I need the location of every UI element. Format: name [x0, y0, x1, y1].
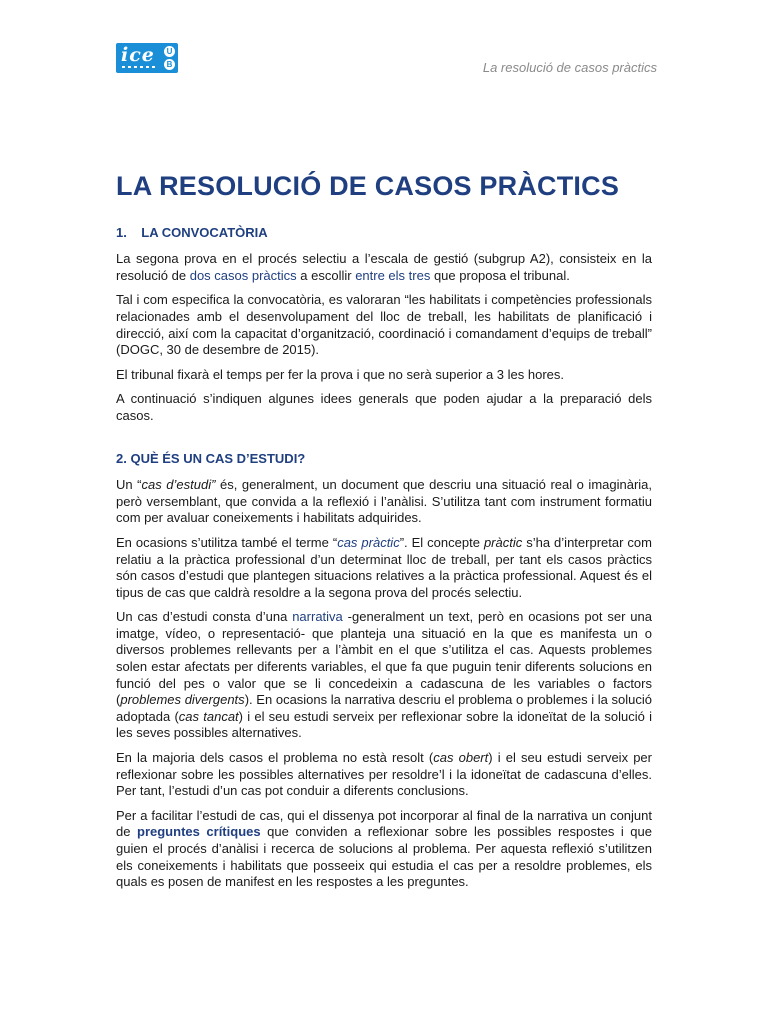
section-2-heading: 2. QUÈ ÉS UN CAS D’ESTUDI? [116, 450, 306, 466]
section-2-paragraph-4: En la majoria dels casos el problema no està resolt (cas obert) i el seu estudi serveix per reflexionar sobre les possibles alternatives per resoldre’l i la idoneïtat de cadascuna d’elles. Per tant, l’estudi d’un cas pot conduir a diferents conclusions. [116, 750, 652, 799]
section-1-paragraph-1: La segona prova en el procés selectiu a l’escala de gestió (subgrup A2), consisteix en la resolució de dos casos pràctics a escollir entre els tres que proposa el tribunal. [116, 251, 652, 283]
running-header-title: La resolució de casos pràctics [482, 60, 657, 75]
page-title: LA RESOLUCIÓ DE CASOS PRÀCTICS [116, 171, 620, 201]
section-1-paragraph-4: A continuació s’indiquen algunes idees generals que poden ajudar a la preparació dels casos. [116, 391, 652, 423]
logo-ub-mark: U B [164, 46, 175, 70]
section-1-heading: 1. LA CONVOCATÒRIA [116, 224, 268, 240]
section-2-paragraph-1: Un “cas d’estudi” és, generalment, un document que descriu una situació real o imaginària, però versemblant, que convida a la reflexió i l’anàlisi. S’utilitza tant com instrument formatiu com per avaluar coneixements i habilitats adquirides. [116, 477, 653, 526]
section-2-paragraph-5: Per a facilitar l’estudi de cas, qui el dissenya pot incorporar al final de la narrativa un conjunt de preguntes crítiques que conviden a reflexionar sobre les possibles respostes i que guien el procés d’anàlisi i recerca de solucions al problema. Per aquesta reflexió s’utilitzen els coneixements i habilitats que posseeix qui estudia el cas per a resoldre problemes, els quals es posen de manifest en les respostes a les preguntes. [116, 807, 653, 890]
section-2-paragraph-2: En ocasions s’utilitza també el terme “cas pràctic”. El concepte pràctic s’ha d’interpretar com relatiu a la pràctica professional d’un determinat lloc de treball, per tant els casos pràctics són casos d’estudi que plantegen situacions relatives a la pràctica professional. Aquest és el tipus de cas que caldrà resoldre a la segona prova del procés selectiu. [116, 534, 652, 600]
section-1-paragraph-2: Tal i com especifica la convocatòria, es valoraran “les habilitats i competències professionals relacionades amb el desenvolupament del lloc de treball, les habilitats de planificació i direcció, així com la capacitat d’organització, coordinació i comandament d’equips de treball” (DOGC, 30 de desembre de 2015). [116, 292, 652, 358]
section-1-paragraph-3: El tribunal fixarà el temps per fer la prova i que no serà superior a 3 les hores. [116, 366, 565, 382]
ice-ub-logo [116, 43, 178, 73]
document-body [116, 171, 653, 899]
logo-dots [122, 66, 155, 68]
logo-text: ice [121, 44, 155, 66]
section-2-paragraph-3: Un cas d’estudi consta d’una narrativa -generalment un text, però en ocasions pot ser una imatge, vídeo, o representació- que planteja una situació en la que es manifesta un o diversos problemes rellevants per a l’àmbit en el que s’utilitza el cas. Aquests problemes solen estar afectats per diferents variables, el que fa que puguin tenir diferents solucions en funció del pes o valor que se li concedeixin a cadascuna de les variables o factors (problemes divergents). En ocasions la narrativa descriu el problema o problemes i la solució adoptada (cas tancat) i el seu estudi serveix per reflexionar sobre la idoneïtat de la solució i les seves possibles alternatives. [116, 609, 653, 741]
